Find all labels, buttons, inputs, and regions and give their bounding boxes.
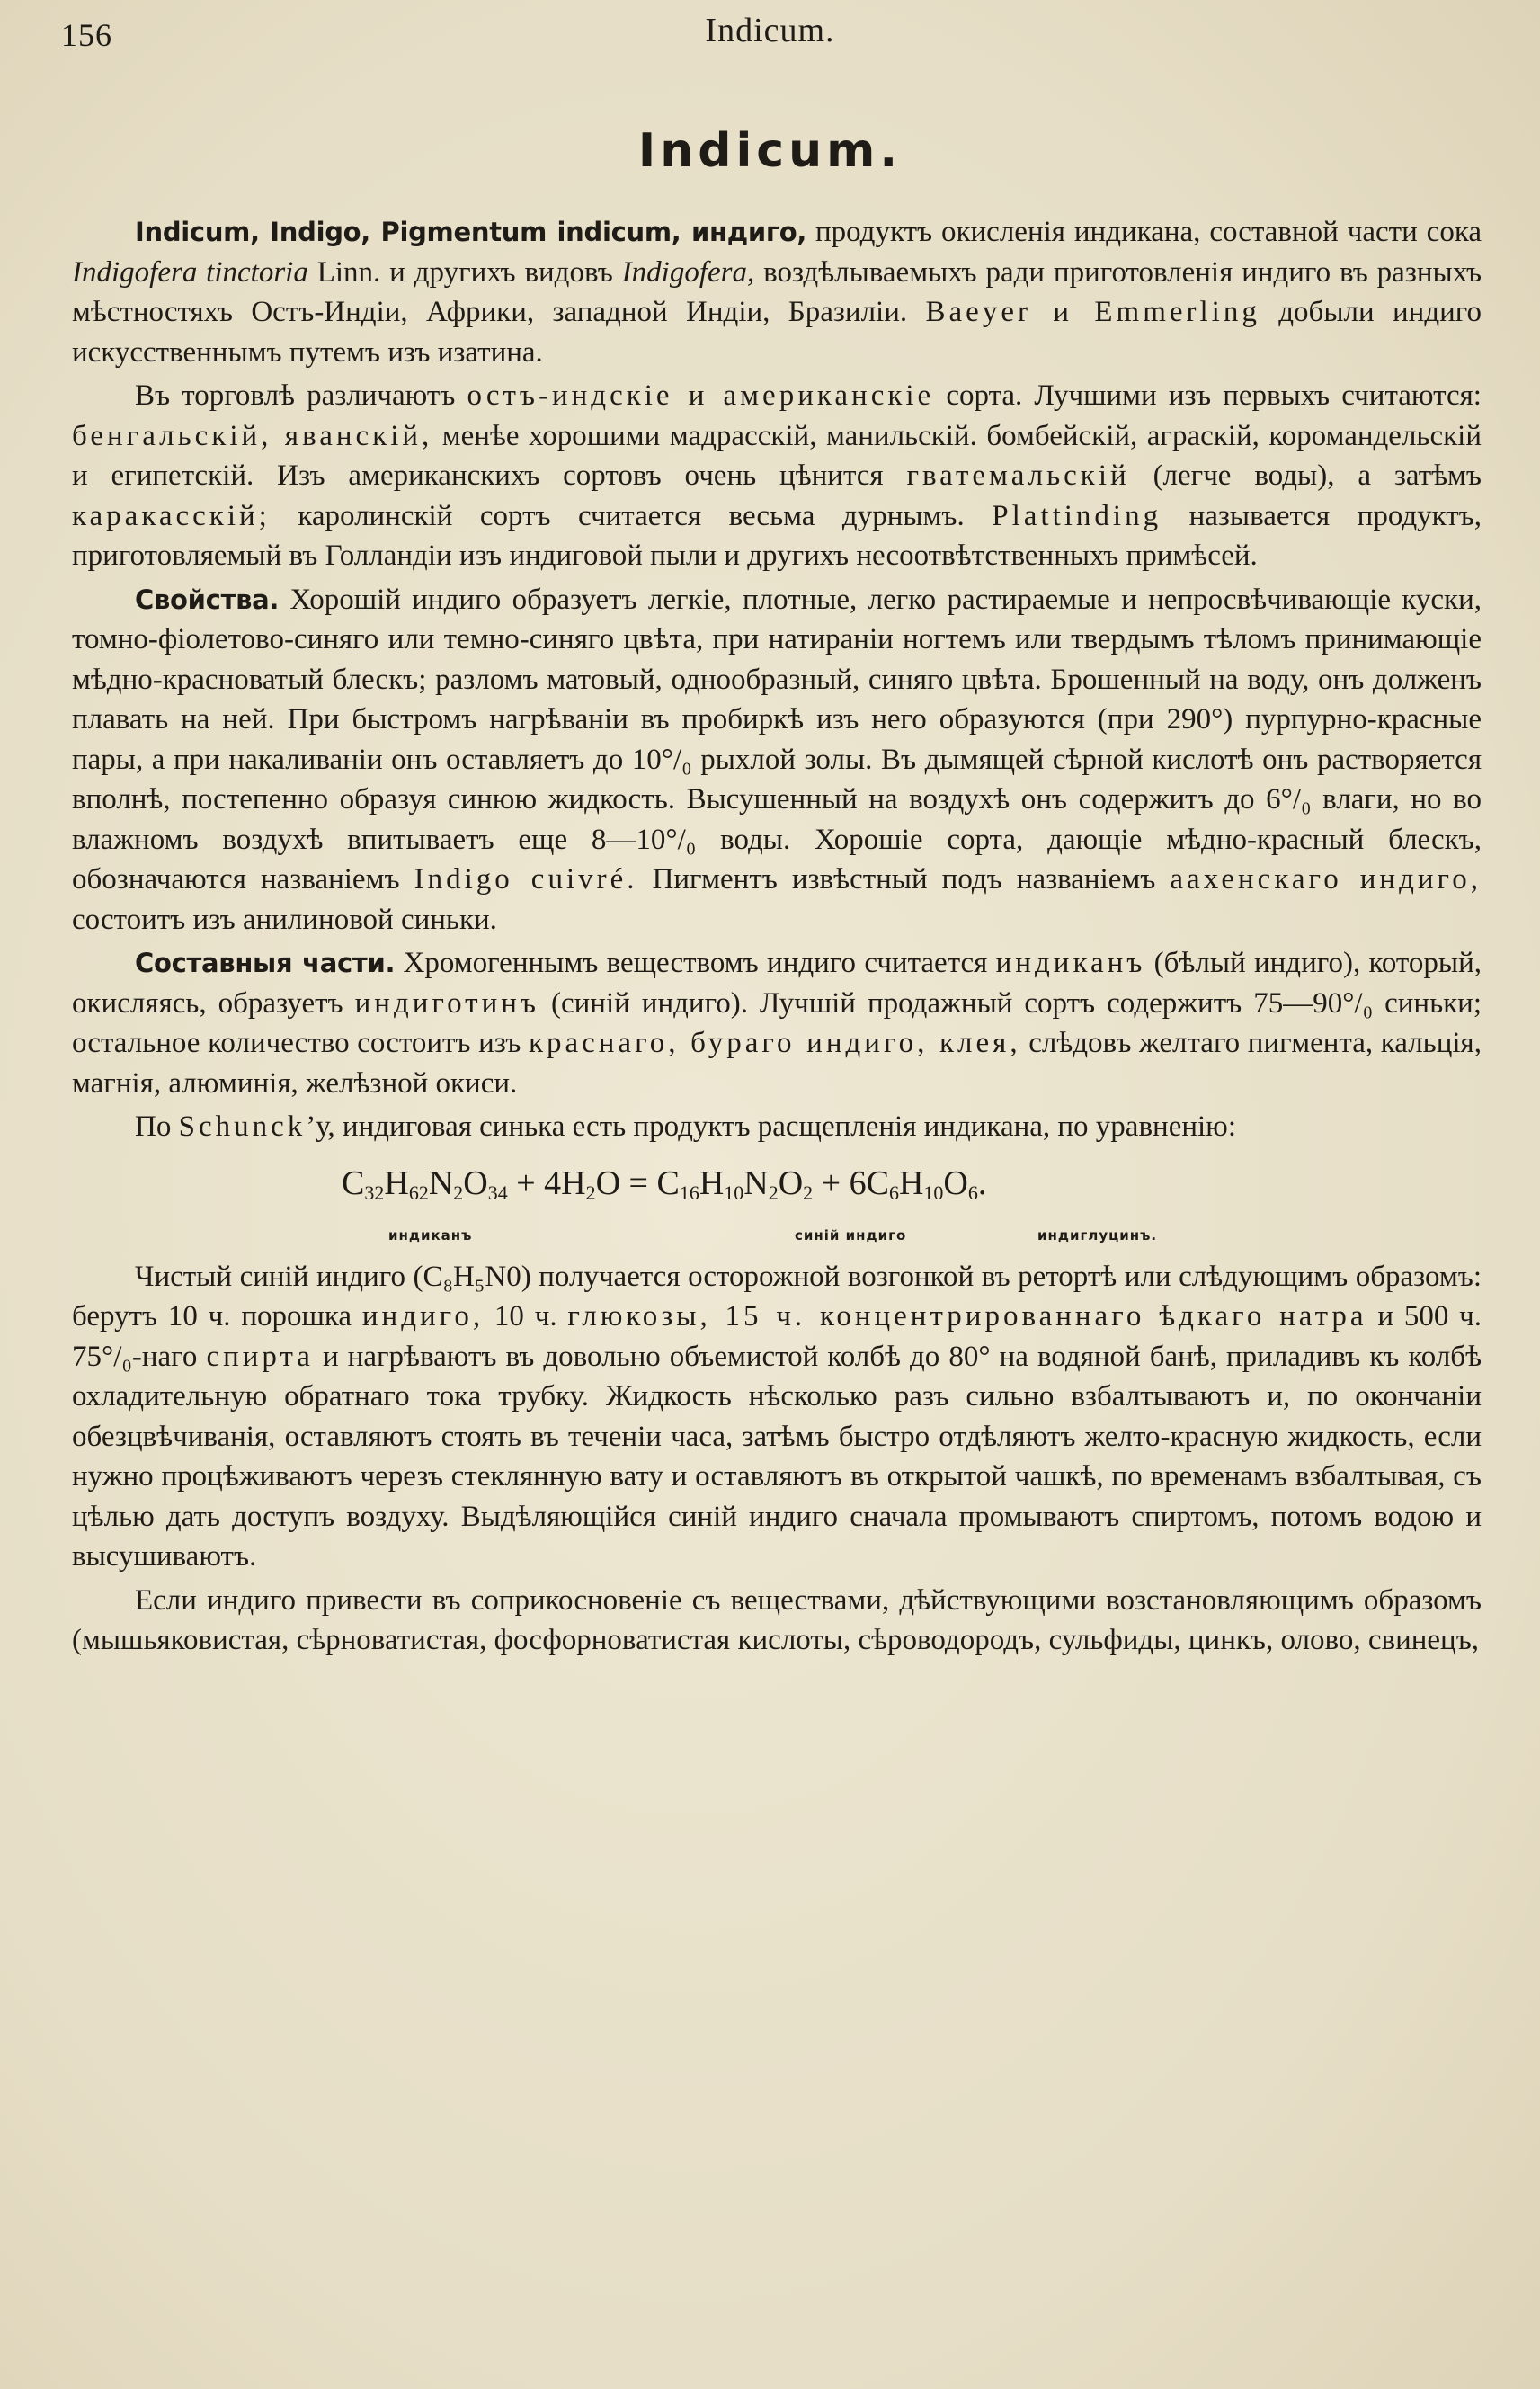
paragraph-properties [72,580,1482,940]
composition-text: слѣдовъ желтаго пигмента, кальція, магнія, алюминія, желѣзной окиси. [72,1027,1482,1100]
schunck-text: По [135,1110,179,1143]
trade-text: менѣе хорошими мадрасскій, манильскій. бомбейскій, аграскій, коромандельскій и египетскій. Изъ американскихъ сортовъ очень цѣнится [72,419,1482,492]
composition-heading: Составныя части. [135,948,396,978]
paragraph-intro [72,212,1482,372]
genus-name: Indigofera, [621,255,755,289]
trade-text: сорта. Лучшими изъ первыхъ считаются: [934,379,1482,412]
label-blue-indigo: синій индиго [795,1226,907,1244]
label-indican: индиканъ [388,1226,473,1244]
trade-emphasis: бенгальскій, яванскій, [72,419,433,452]
composition-emphasis: индиканъ [995,947,1146,979]
preparation-text: 10 ч. [484,1300,568,1333]
running-title: Indicum. [705,12,835,49]
paragraph-preparation [72,1257,1482,1577]
trade-emphasis: гватемальскій [906,459,1130,492]
trade-text: (легче воды), а затѣмъ [1129,459,1482,492]
reduction-text: Если индиго привести въ соприкосновеніе съ веществами, дѣйствующими возстановляющимъ образомъ (мышьяковистая, сѣрноватистая, фосфорноватистая кислоты, сѣроводородъ, сульфиды, цинкъ, олово, свинецъ, [72,1583,1482,1656]
properties-text: Пигментъ извѣстный подъ названіемъ [637,863,1171,896]
paragraph-schunck [72,1107,1482,1147]
trade-emphasis: Plattinding [992,499,1162,532]
paragraph-reduction [72,1581,1482,1661]
preparation-text: и нагрѣваютъ въ довольно объемистой колбѣ до 80° на водяной банѣ, приладивъ къ колбѣ охладительную обратнаго тока трубку. Жидкость нѣсколько разъ сильно взбалтываютъ и, по окончаніи обезцвѣчиванія, оставляютъ стоять въ теченіи часа, затѣмъ быстро отдѣляютъ желто-красную жидкость, если нужно процѣживаютъ черезъ стеклянную вату и оставляютъ въ открытой чашкѣ, по временамъ взбалтывая, съ цѣлью дать доступъ воздуху. Выдѣляющійся синій индиго сначала промываютъ спиртомъ, потомъ водою и высушиваютъ. [72,1340,1482,1573]
properties-emphasis: Indigo cuivré. [414,863,638,896]
properties-emphasis: аахенскаго индиго, [1170,863,1482,896]
schunck-name: Schunck [178,1110,307,1143]
species-name: Indigofera tinctoria [72,255,308,289]
trade-text: каролинскій сортъ считается весьма дурнымъ. [270,499,993,532]
preparation-emphasis: спирта [206,1340,314,1373]
intro-text: воздѣлываемыхъ ради приготовленія индиго въ разныхъ мѣстностяхъ Остъ-Индіи, Африки, западной Индіи, Бразиліи. [72,255,1482,328]
properties-heading: Свойства. [135,584,280,615]
composition-text: (бѣлый индиго), который, окисляясь, образуетъ [72,947,1482,1020]
intro-text: добыли индиго искусственнымъ путемъ изъ изатина. [72,296,1482,369]
paragraph-trade [72,376,1482,576]
preparation-text: Чистый синій индиго (C₈H₅N0) получается осторожной возгонкой въ ретортѣ или слѣдующимъ образомъ: берутъ 10 ч. порошка [72,1260,1482,1333]
trade-emphasis: каракасскій; [72,499,271,532]
authors: Baeyer и Emmerling [925,296,1260,328]
properties-text: состоитъ изъ анилиновой синьки. [72,903,497,936]
intro-text: Linn. и другихъ видовъ [307,255,622,289]
intro-lead: Indicum, Indigo, Pigmentum indicum, индиго, [135,217,807,247]
article-title: Indicum. [637,124,903,178]
chemical-equation [72,1156,1482,1250]
schunck-text: ’у, индиговая синька есть продуктъ расщепленія индикана, по уравненію: [306,1110,1236,1143]
preparation-text: и 500 ч. 75°/₀-наго [72,1300,1482,1373]
trade-text: Въ торговлѣ различаютъ [135,379,467,412]
preparation-emphasis: индиго, [361,1300,485,1333]
composition-emphasis: краснаго, бураго индиго, клея, [528,1027,1021,1059]
composition-text: (синій индиго). Лучшій продажный сортъ содержитъ 75—90°/₀ синьки; остальное количество состоитъ изъ [72,986,1482,1059]
article-body [72,212,1482,1664]
preparation-emphasis: глюкозы, 15 ч. концентрированнаго ѣдкаго натра [567,1300,1367,1333]
paragraph-composition [72,943,1482,1103]
properties-text: Хорошій индиго образуетъ легкіе, плотные, легко растираемые и непросвѣчивающіе куски, томно-фіолетово-синяго или темно-синяго цвѣта, при натираніи ногтемъ или твердымъ тѣломъ принимающіе мѣдно-красноватый блескъ; разломъ матовый, однообразный, синяго цвѣта. Брошенный на воду, онъ долженъ плавать на ней. При быстромъ нагрѣваніи въ пробиркѣ изъ него образуются (при 290°) пурпурно-красные пары, а при накаливаніи онъ оставляетъ до 10°/₀ рыхлой золы. Въ дымящей сѣрной кислотѣ онъ растворяется вполнѣ, постепенно образуя синюю жидкость. Высушенный на воздухѣ онъ содержитъ до 6°/₀ влаги, но во влажномъ воздухѣ впитываетъ еще 8—10°/₀ воды. Хорошіе сорта, дающіе мѣдно-красный блескъ, обозначаются названіемъ [72,583,1482,896]
label-indiglucin: индиглуцинъ. [1037,1226,1158,1244]
equation-text: $C_{32}H_{62}N_2O_{34} + 4H_2O = C_{16}H_{10}N_2O_2 + 6C_6H_{10}O_6$. [342,1163,987,1204]
intro-text: продуктъ окисленія индикана, составной части сока [806,216,1482,248]
composition-text: Хромогеннымъ веществомъ индиго считается [395,947,996,979]
trade-text: называется продуктъ, приготовляемый въ Голландіи изъ индиговой пыли и другихъ несоотвѣтственныхъ примѣсей. [72,499,1482,572]
page-number: 156 [61,17,112,53]
composition-emphasis: индиготинъ [354,986,539,1020]
running-head [0,11,1540,53]
trade-emphasis: остъ-индскіе и американскіе [467,379,935,412]
